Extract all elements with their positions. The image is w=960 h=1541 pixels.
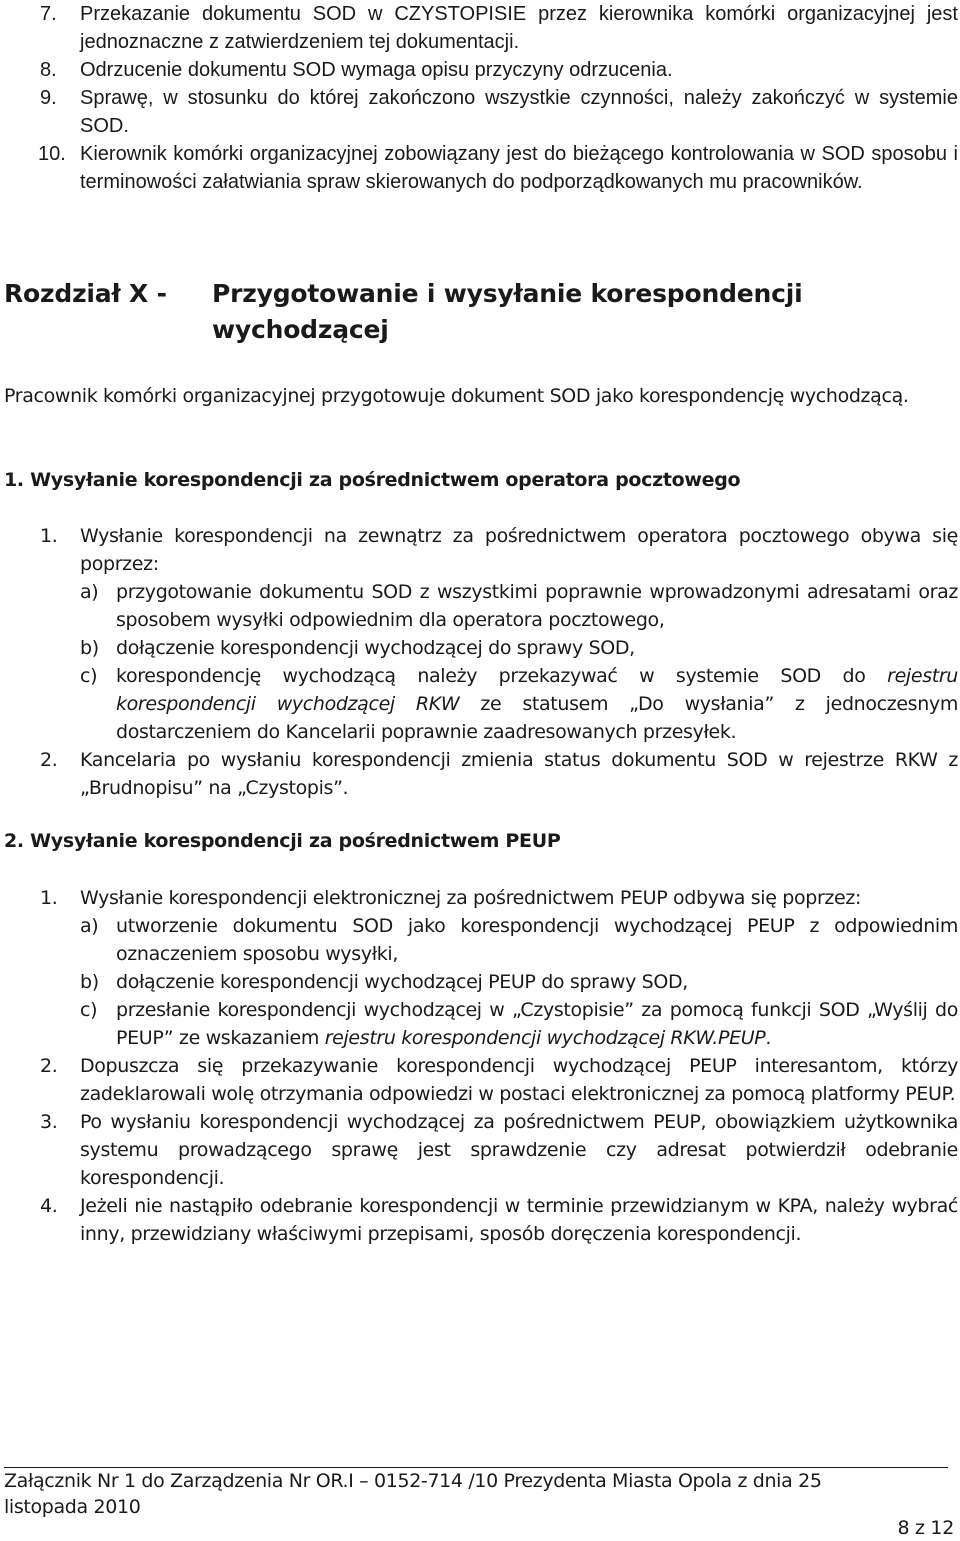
sub-letter: b) [80,637,99,659]
item-number: 2. [40,1055,58,1077]
sub-list-item [80,578,958,634]
sub-text: dołączenie korespondencji wychodzącej do sprawy SOD, [116,637,635,659]
list-item [0,84,958,140]
sub-list-item [80,912,958,968]
sub-letter: c) [80,999,98,1021]
item-number: 2. [40,749,58,771]
page-number: 8 z 12 [897,1517,954,1539]
section-1-list [0,522,958,802]
list-item [0,1108,958,1192]
sub-letter: a) [80,915,99,937]
item-text: Kierownik komórki organizacyjnej zobowiązany jest do bieżącego kontrolowania w SOD sposobu i terminowości załatwiania spraw skierowanych do podporządkowanych mu pracowników. [80,143,958,193]
register-name-rkw-peup: rejestru korespondencji wychodzącej RKW.PEUP [324,1027,766,1049]
sub-letter: b) [80,971,99,993]
list-item [0,884,958,1052]
list-item [0,746,958,802]
item-text: Wysłanie korespondencji elektronicznej za pośrednictwem PEUP odbywa się poprzez: [80,887,862,909]
sub-list-item [80,634,958,662]
sub-list [80,912,958,1052]
sub-text-after: ze statusem „Do wysłania” z jednoczesnym dostarczeniem do Kancelarii poprawnie zaadresowanych przesyłek. [116,693,958,743]
sub-text-before: korespondencję wychodzącą należy przekazywać w systemie SOD do [116,665,888,687]
item-text: Dopuszcza się przekazywanie korespondencji wychodzącej PEUP interesantom, którzy zadeklarowali wolę otrzymania odpowiedzi w postaci elektronicznej za pomocą platformy PEUP. [80,1055,958,1105]
chapter-title: Przygotowanie i wysyłanie korespondencji wychodzącej [212,279,803,344]
list-item [0,522,958,746]
section-2-heading: 2. Wysyłanie korespondencji za pośrednictwem PEUP [4,830,561,852]
item-text: Po wysłaniu korespondencji wychodzącej za pośrednictwem PEUP, obowiązkiem użytkownika systemu prowadzącego sprawę jest sprawdzenie czy adresat potwierdził odebranie korespondencji. [80,1111,958,1189]
footer-attachment-note: Załącznik Nr 1 do Zarządzenia Nr OR.I – 0152-714 /10 Prezydenta Miasta Opola z dnia 25 listopada 2010 [4,1470,822,1518]
list-item [0,140,958,196]
item-number: 8. [40,59,57,81]
list-item [0,0,958,56]
list-item [0,1192,958,1248]
item-text: Jeżeli nie nastąpiło odebranie korespondencji w terminie przewidzianym w KPA, należy wybrać inny, przewidziany właściwymi przepisami, sposób doręczenia korespondencji. [80,1195,958,1245]
intro-paragraph: Pracownik komórki organizacyjnej przygotowuje dokument SOD jako korespondencję wychodzącą. [4,385,909,407]
section-2-list [0,884,958,1248]
sub-text-after: . [765,1027,772,1049]
list-item [0,1052,958,1108]
top-numbered-list [0,0,958,196]
item-number: 7. [40,3,57,25]
item-number: 3. [40,1111,58,1133]
item-number: 9. [40,87,57,109]
item-number: 10. [38,143,66,165]
section-1-heading: 1. Wysyłanie korespondencji za pośrednictwem operatora pocztowego [4,469,741,491]
sub-list-item [80,662,958,746]
sub-letter: a) [80,581,99,603]
register-name-rkw: rejestru korespondencji wychodzącej RKW [116,665,958,715]
item-text: Sprawę, w stosunku do której zakończono wszystkie czynności, należy zakończyć w systemie SOD. [80,87,958,137]
sub-letter: c) [80,665,98,687]
list-item [0,56,958,84]
sub-list-item [80,996,958,1052]
sub-text: utworzenie dokumentu SOD jako korespondencji wychodzącej PEUP z odpowiednim oznaczeniem sposobu wysyłki, [116,915,958,965]
item-number: 1. [40,887,58,909]
sub-list-item [80,968,958,996]
sub-text: dołączenie korespondencji wychodzącej PEUP do sprawy SOD, [116,971,688,993]
item-number: 4. [40,1195,58,1217]
sub-list [80,578,958,746]
sub-text-before: przesłanie korespondencji wychodzącej w „Czystopisie” za pomocą funkcji SOD „Wyślij do PEUP” ze wskazaniem [116,999,958,1049]
item-number: 1. [40,525,58,547]
sub-text: przygotowanie dokumentu SOD z wszystkimi poprawnie wprowadzonymi adresatami oraz sposobem wysyłki odpowiednim dla operatora pocztowego, [116,581,958,631]
item-text: Przekazanie dokumentu SOD w CZYSTOPISIE przez kierownika komórki organizacyjnej jest jednoznaczne z zatwierdzeniem tej dokumentacji. [80,3,958,53]
item-text: Wysłanie korespondencji na zewnątrz za pośrednictwem operatora pocztowego obywa się poprzez: [80,525,958,575]
item-text: Kancelaria po wysłaniu korespondencji zmienia status dokumentu SOD w rejestrze RKW z „Brudnopisu” na „Czystopis”. [80,749,958,799]
item-text: Odrzucenie dokumentu SOD wymaga opisu przyczyny odrzucenia. [80,59,673,81]
chapter-label: Rozdział X - [4,279,167,308]
